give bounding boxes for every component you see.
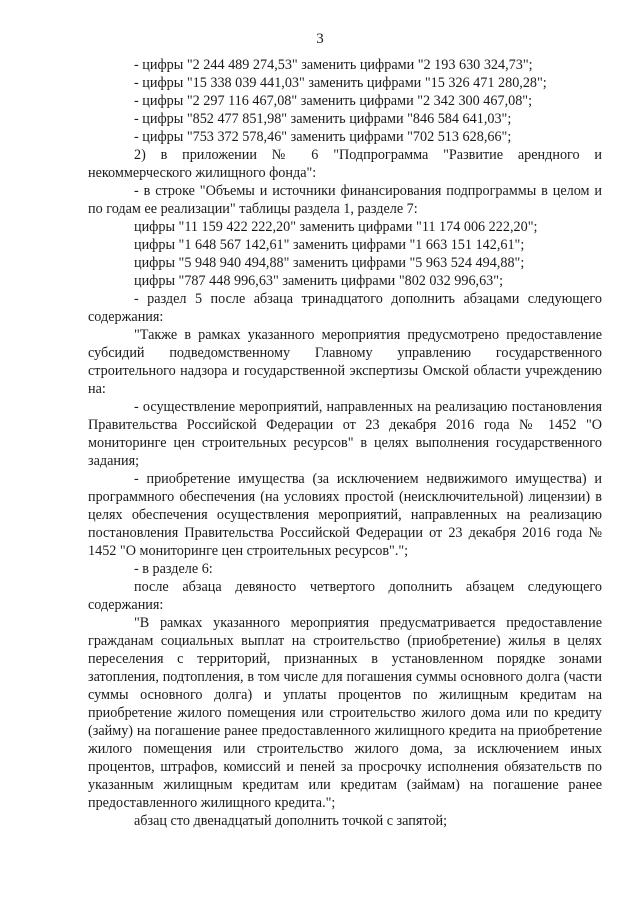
paragraph: цифры "5 948 940 494,88" заменить цифрами "5 963 524 494,88"; (134, 255, 525, 271)
paragraph: - цифры "15 338 039 441,03" заменить цифрами "15 326 471 280,28"; (134, 75, 547, 91)
paragraph: - осуществление мероприятий, направленных на реализацию постановления Правительства Российской Федерации от 23 декабря 2016 года № 1452 "О мониторинге цен строительных ресурсов" в целях выполнения государственного задания; (88, 399, 602, 469)
paragraph: - цифры "852 477 851,98" заменить цифрами "846 584 641,03"; (134, 111, 512, 127)
paragraph: после абзаца девяносто четвертого дополнить абзацем следующего содержания: (88, 579, 602, 613)
paragraph: "Также в рамках указанного мероприятия предусмотрено предоставление субсидий подведомственному Главному управлению государственного строительного надзора и государственной экспертизы Омской области учреждению на: (88, 327, 602, 397)
paragraph: абзац сто двенадцатый дополнить точкой с запятой; (134, 813, 448, 829)
paragraph: 2) в приложении № 6 "Подпрограмма "Развитие арендного и некоммерческого жилищного фонда": (88, 147, 602, 181)
paragraph: цифры "11 159 422 222,20" заменить цифрами "11 174 006 222,20"; (134, 219, 538, 235)
paragraph: - раздел 5 после абзаца тринадцатого дополнить абзацами следующего содержания: (88, 291, 602, 325)
paragraph: цифры "1 648 567 142,61" заменить цифрами "1 663 151 142,61"; (134, 237, 525, 253)
paragraph: цифры "787 448 996,63" заменить цифрами "802 032 996,63"; (134, 273, 504, 289)
page-number: 3 (316, 31, 324, 47)
paragraph: - цифры "753 372 578,46" заменить цифрами "702 513 628,66"; (134, 129, 512, 145)
paragraph: - в разделе 6: (134, 561, 213, 577)
paragraph: - цифры "2 244 489 274,53" заменить цифрами "2 193 630 324,73"; (134, 57, 533, 73)
paragraph: - в строке "Объемы и источники финансирования подпрограммы в целом и по годам ее реализации" таблицы раздела 1, разделе 7: (88, 183, 602, 217)
paragraph: - цифры "2 297 116 467,08" заменить цифрами "2 342 300 467,08"; (134, 93, 533, 109)
document-body (88, 56, 602, 830)
paragraph: "В рамках указанного мероприятия предусматривается предоставление гражданам социальных выплат на строительство (приобретение) жилья в целях переселения с территорий, признанных в установленном порядке зонами затопления, подтопления, в том числе для погашения суммы основного долга (части суммы основного долга) и уплаты процентов по жилищным кредитам на приобретение жилого помещения или строительство жилого дома или по кредиту (займу) на погашение ранее предоставленного жилищного кредита на приобретение жилого помещения или строительство жилого дома, за исключением иных процентов, штрафов, комиссий и пеней за просрочку исполнения обязательств по указанным жилищным кредитам или кредитам (займам) на погашение ранее предоставленного жилищного кредита."; (88, 615, 602, 811)
paragraph: - приобретение имущества (за исключением недвижимого имущества) и программного обеспечения (на условиях простой (неисключительной) лицензии) в целях обеспечения осуществления мероприятий, направленных на реализацию постановления Правительства Российской Федерации от 23 декабря 2016 года № 1452 "О мониторинге цен строительных ресурсов"."; (88, 471, 602, 559)
